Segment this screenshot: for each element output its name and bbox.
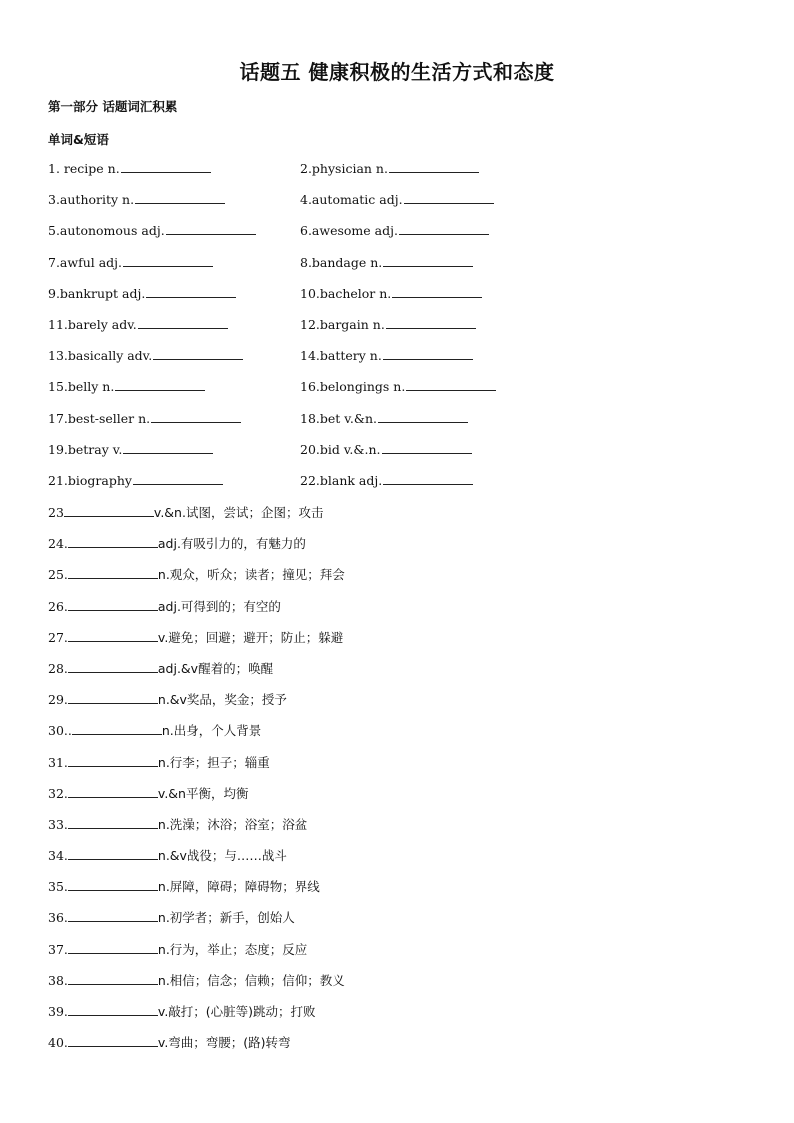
vocab-entry	[48, 441, 213, 457]
vocab-word: 20.bid v.&.n.	[300, 441, 381, 457]
definition-text: n.&v战役；与……战斗	[157, 848, 287, 864]
answer-blank[interactable]	[123, 254, 213, 267]
vocab-word: 1. recipe n.	[48, 161, 120, 176]
answer-blank[interactable]	[166, 222, 256, 235]
item-number: 25.	[48, 567, 68, 583]
vocab-entry	[48, 410, 241, 426]
word-pair-row	[48, 191, 748, 222]
answer-blank[interactable]	[72, 722, 162, 735]
answer-blank[interactable]	[68, 1034, 158, 1047]
definition-text: n.相信；信念；信赖；信仰；教义	[157, 972, 345, 988]
answer-blank[interactable]	[404, 191, 494, 204]
answer-blank[interactable]	[68, 816, 158, 829]
answer-blank[interactable]	[68, 535, 158, 548]
item-number: 37.	[48, 941, 68, 957]
vocab-entry	[48, 191, 225, 207]
vocab-word: 3.authority n.	[48, 192, 135, 208]
answer-blank[interactable]	[68, 785, 158, 798]
answer-blank[interactable]	[68, 909, 158, 922]
answer-blank[interactable]	[378, 410, 468, 423]
item-number: 28.	[48, 660, 68, 676]
definition-text: adj.&v醒着的；唤醒	[157, 660, 274, 676]
vocab-word: 9.bankrupt adj.	[48, 285, 146, 301]
vocab-entry	[300, 316, 476, 332]
vocab-entry	[300, 191, 494, 207]
vocab-word: 4.automatic adj.	[300, 192, 403, 208]
vocab-word: 6.awesome adj.	[300, 223, 398, 239]
answer-blank[interactable]	[64, 504, 154, 517]
vocab-entry	[48, 160, 211, 176]
answer-blank[interactable]	[121, 160, 211, 173]
definition-text: n.出身，个人背景	[161, 723, 262, 739]
definition-text: adj.有吸引力的，有魅力的	[157, 536, 306, 552]
answer-blank[interactable]	[68, 566, 158, 579]
vocab-word: 10.bachelor n.	[300, 285, 392, 301]
answer-blank[interactable]	[383, 472, 473, 485]
definition-row	[48, 659, 748, 690]
vocab-word: 14.battery n.	[300, 348, 382, 364]
word-pair-row	[48, 285, 748, 316]
definition-row	[48, 628, 748, 659]
item-number: 34.	[48, 848, 68, 864]
definition-row	[48, 971, 748, 1002]
definition-text: v.敲打；(心脏等)跳动；打败	[157, 1004, 316, 1019]
answer-blank[interactable]	[68, 660, 158, 673]
definition-text: n.洗澡；沐浴；浴室；浴盆	[157, 816, 308, 832]
word-pair-row	[48, 347, 748, 378]
word-pair-row	[48, 472, 748, 503]
item-number: 27.	[48, 629, 68, 645]
subsection-heading: 单词&短语	[48, 132, 109, 147]
item-number: 24.	[48, 536, 68, 552]
definition-row	[48, 503, 748, 534]
item-number: 23	[48, 505, 64, 520]
word-pair-row	[48, 254, 748, 285]
vocab-entry	[300, 347, 473, 363]
definition-text: n.屏障，障碍；障碍物；界线	[157, 879, 320, 895]
vocab-word: 13.basically adv.	[48, 348, 153, 364]
definition-row	[48, 815, 748, 846]
vocab-word: 15.belly n.	[48, 379, 115, 395]
vocab-entry	[300, 285, 482, 301]
answer-blank[interactable]	[151, 410, 241, 423]
definition-text: n.行李；担子；辎重	[157, 754, 270, 770]
answer-blank[interactable]	[68, 847, 158, 860]
vocab-entry	[300, 378, 496, 394]
definition-row	[48, 908, 748, 939]
page-title: 话题五 健康积极的生活方式和态度	[239, 60, 555, 84]
section-heading: 第一部分 话题词汇积累	[48, 99, 178, 114]
item-number: 38.	[48, 972, 68, 988]
answer-blank[interactable]	[133, 472, 223, 485]
definition-text: n.&v奖品，奖金；授予	[157, 692, 287, 708]
vocab-word: 5.autonomous adj.	[48, 223, 165, 239]
word-pair-row	[48, 441, 748, 472]
definition-row	[48, 565, 748, 596]
definition-row	[48, 877, 748, 908]
definition-text: v.避免；回避；避开；防止；躲避	[157, 629, 344, 645]
answer-blank[interactable]	[68, 878, 158, 891]
answer-blank[interactable]	[383, 347, 473, 360]
item-number: 39.	[48, 1004, 68, 1019]
answer-blank[interactable]	[68, 972, 158, 985]
item-number: 26.	[48, 598, 68, 614]
answer-blank[interactable]	[153, 347, 243, 360]
word-pair-row	[48, 160, 748, 191]
vocab-entry	[300, 222, 489, 238]
word-pair-row	[48, 410, 748, 441]
vocab-entry	[48, 222, 256, 238]
vocab-word: 17.best-seller n.	[48, 410, 151, 426]
answer-blank[interactable]	[68, 754, 158, 767]
answer-blank[interactable]	[392, 285, 482, 298]
vocab-entry	[48, 316, 228, 332]
answer-blank[interactable]	[383, 254, 473, 267]
vocab-word: 7.awful adj.	[48, 254, 123, 270]
vocab-word: 18.bet v.&n.	[300, 410, 377, 426]
answer-blank[interactable]	[386, 316, 476, 329]
item-number: 31.	[48, 754, 68, 770]
word-pair-row	[48, 222, 748, 253]
word-pair-row	[48, 316, 748, 347]
vocab-entry	[48, 254, 213, 270]
definition-row	[48, 534, 748, 565]
item-number: 33.	[48, 816, 68, 832]
vocab-word: 21.biography	[48, 472, 132, 488]
definition-row	[48, 721, 748, 752]
definition-text: n.观众，听众；读者；撞见；拜会	[157, 567, 345, 583]
vocab-entry	[300, 472, 473, 488]
definition-text: n.初学者；新手，创始人	[157, 910, 295, 926]
definition-row	[48, 690, 748, 721]
answer-blank[interactable]	[68, 629, 158, 642]
vocab-word: 16.belongings n.	[300, 379, 406, 395]
answer-blank[interactable]	[406, 378, 496, 391]
vocab-word: 8.bandage n.	[300, 254, 383, 270]
item-number: 29.	[48, 692, 68, 708]
item-number: 30..	[48, 723, 72, 739]
definition-list	[48, 503, 748, 1064]
item-number: 36.	[48, 910, 68, 926]
answer-blank[interactable]	[68, 1003, 158, 1016]
vocab-entry	[48, 378, 205, 394]
vocab-word: 12.bargain n.	[300, 316, 385, 332]
vocab-entry	[300, 254, 473, 270]
vocab-word: 2.physician n.	[300, 161, 388, 176]
answer-blank[interactable]	[138, 316, 228, 329]
definition-text: v.&n平衡，均衡	[157, 785, 249, 801]
answer-blank[interactable]	[389, 160, 479, 173]
vocab-entry	[300, 160, 479, 176]
answer-blank[interactable]	[115, 378, 205, 391]
definition-row	[48, 784, 748, 815]
vocab-entry	[48, 472, 223, 488]
answer-blank[interactable]	[135, 191, 225, 204]
definition-text: v.&n.试图，尝试；企图；攻击	[153, 505, 324, 520]
answer-blank[interactable]	[123, 441, 213, 454]
definition-row	[48, 597, 748, 628]
definition-text: n.行为，举止；态度；反应	[157, 941, 308, 957]
definition-row	[48, 846, 748, 877]
definition-row	[48, 1033, 748, 1064]
answer-blank[interactable]	[68, 598, 158, 611]
vocab-entry	[48, 347, 243, 363]
item-number: 40.	[48, 1035, 68, 1051]
word-pairs-list	[48, 160, 748, 503]
answer-blank[interactable]	[399, 222, 489, 235]
vocab-word: 19.betray v.	[48, 441, 123, 457]
word-pair-row	[48, 378, 748, 409]
definition-row	[48, 753, 748, 784]
vocab-entry	[300, 441, 472, 457]
definition-text: v.弯曲；弯腰；(路)转弯	[157, 1035, 291, 1051]
item-number: 35.	[48, 879, 68, 895]
answer-blank[interactable]	[68, 941, 158, 954]
definition-row	[48, 940, 748, 971]
answer-blank[interactable]	[382, 441, 472, 454]
answer-blank[interactable]	[68, 691, 158, 704]
definition-row	[48, 1002, 748, 1033]
definition-text: adj.可得到的；有空的	[157, 598, 281, 614]
item-number: 32.	[48, 785, 68, 801]
vocab-word: 11.barely adv.	[48, 316, 137, 332]
answer-blank[interactable]	[146, 285, 236, 298]
vocab-entry	[48, 285, 236, 301]
vocab-word: 22.blank adj.	[300, 472, 383, 488]
vocab-entry	[300, 410, 468, 426]
